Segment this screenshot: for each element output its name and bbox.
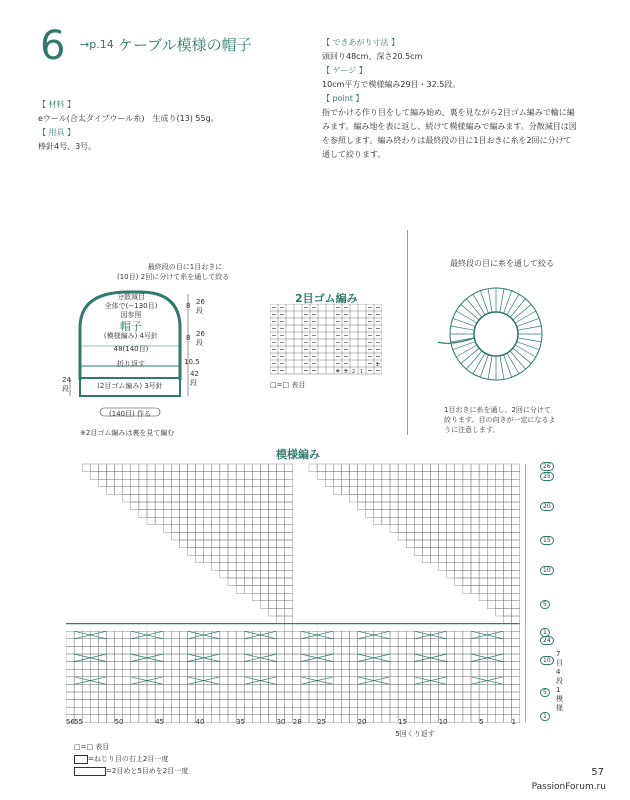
row-number-label: 20 [540, 502, 554, 511]
measure-1: 8 [186, 302, 191, 310]
row-number-label: 26 [540, 462, 554, 471]
x-tick-label: 30 [276, 718, 286, 726]
fold-label: 折り返す [117, 360, 145, 368]
repeat-label: 5回くり返す [395, 730, 435, 738]
decrease-note-3: 図参照 [120, 311, 142, 319]
gathered-crown-illustration [430, 276, 560, 396]
x-tick-label: 40 [195, 718, 205, 726]
point-heading: 【 point 】 [322, 94, 364, 103]
rib-chart-title: 2目ゴム編み [295, 292, 358, 305]
measure-2: 8 [186, 334, 191, 342]
decrease-note-1: 分散減目 [117, 293, 145, 301]
pattern-number: 6 [40, 23, 66, 69]
rib-chart-grid [270, 304, 382, 376]
repeat-note: 7 目 4 段 1 模様 [556, 650, 563, 712]
x-tick-label: 45 [155, 718, 165, 726]
main-chart-grid [66, 458, 544, 738]
x-tick-label: 35 [236, 718, 246, 726]
rib-label: (2目ゴム編み) 3号針 [97, 382, 163, 390]
x-tick-label: 50 [114, 718, 124, 726]
row-number-label: 1 [540, 628, 550, 637]
row-number-label: 10 [540, 656, 554, 665]
hat-name: 帽子 [120, 320, 142, 333]
finish-block [322, 36, 612, 162]
rib-col-label: 1 [360, 369, 364, 375]
x-tick-label: 20 [357, 718, 367, 726]
needles-text: 棒針4号、3号。 [38, 142, 97, 151]
x-tick-label: 10 [438, 718, 448, 726]
gauge-text: 10cm平方で模様編み29目・32.5段。 [322, 80, 461, 89]
row-number-label: 25 [540, 472, 554, 481]
x-tick-label: 28 [292, 718, 302, 726]
hat-pattern-label: (模様編み) 4号針 [103, 332, 159, 340]
decrease-note-2: 全体で(−130目) [104, 302, 158, 310]
materials-block [38, 98, 288, 154]
x-tick-label: 56 [66, 718, 75, 726]
tools-heading: 【 用具 】 [38, 128, 76, 137]
legend-decrease-2: =2目めと5目めを2目一度 [74, 766, 188, 776]
ssk-symbol-icon [74, 755, 88, 764]
x-tick-label: 55 [74, 718, 84, 726]
row-number-label: 15 [540, 536, 554, 545]
top-stitch-count: (10目) [117, 273, 139, 281]
size-heading: 【 できあがり寸法 】 [322, 38, 400, 47]
row-number-label: 5 [540, 688, 550, 697]
top-note-1: 最終段の目に1目おきに [147, 263, 223, 271]
gather-title: 最終段の目に糸を通して絞る [450, 259, 554, 268]
main-chart-title: 模様編み [276, 448, 320, 461]
cable-decrease-symbol-icon [74, 767, 106, 776]
measure-4-rows: 42段 [190, 370, 199, 387]
rib-rows: 24段 [62, 376, 71, 393]
x-tick-label: 25 [317, 718, 327, 726]
page-reference: →p.14 [80, 38, 114, 51]
site-watermark: PassionForum.ru [531, 782, 606, 792]
row-number-label: 1 [540, 712, 550, 721]
point-line-1: 指でかける作り目をして編み始め、裏を見ながら2目ゴム編みで輪に編 [322, 108, 575, 117]
rib-col-label: 3 [344, 369, 348, 375]
size-text: 頭回り48cm、深さ20.5cm [322, 52, 423, 61]
gather-caption-1: 1目おきに糸を通し、2回に分けて [444, 406, 551, 414]
legend-decrease-1: =ねじり目の右上2目一度 [74, 754, 168, 764]
measure-3: 10.5 [184, 358, 200, 366]
x-tick-label: 5 [479, 718, 484, 726]
gather-caption-3: うに注意します。 [444, 426, 500, 434]
point-line-2: みます。編み地を表に返し、続けて模様編みで編みます。分散減目は図 [322, 122, 577, 131]
gather-caption-2: 絞ります。目の向きが一定になるよ [444, 416, 556, 424]
top-note-2: 2回に分けて糸を通して絞る [140, 273, 230, 281]
measure-2-rows: 26段 [196, 330, 205, 347]
yarn-text: eウール(合太タイプウール糸) 生成り(13) 55g。 [38, 114, 219, 123]
materials-heading: 【 材料 】 [38, 100, 76, 109]
gauge-heading: 【 ゲージ 】 [322, 66, 367, 75]
row-number-label: 10 [540, 566, 554, 575]
rib-col-label: 4 [336, 369, 340, 375]
hat-width-label: 48(140目) [113, 345, 149, 353]
x-tick-label: 15 [398, 718, 408, 726]
x-tick-label: 1 [511, 718, 516, 726]
page-number: 57 [591, 767, 604, 778]
rib-note: ※2目ゴム編みは裏を見て編む [80, 429, 175, 437]
point-line-4: 通して絞ります。 [322, 150, 386, 159]
point-line-3: を参照します。編み終わりは最終段の目に1目おきに糸を2回に分けて [322, 136, 572, 145]
row-number-label: 5 [540, 600, 550, 609]
row-number-label: 24 [540, 636, 554, 645]
rib-legend: □=□ 表目 [270, 381, 306, 389]
rib-row-label: 1 [376, 362, 380, 368]
vertical-divider [407, 230, 408, 435]
pattern-title: ケーブル模様の帽子 [118, 36, 252, 54]
legend-knit: □=□ 表目 [74, 743, 110, 751]
cast-on-label: (140目) 作る [108, 410, 152, 418]
measure-1-rows: 26段 [196, 298, 205, 315]
rib-col-label: 2 [352, 369, 356, 375]
